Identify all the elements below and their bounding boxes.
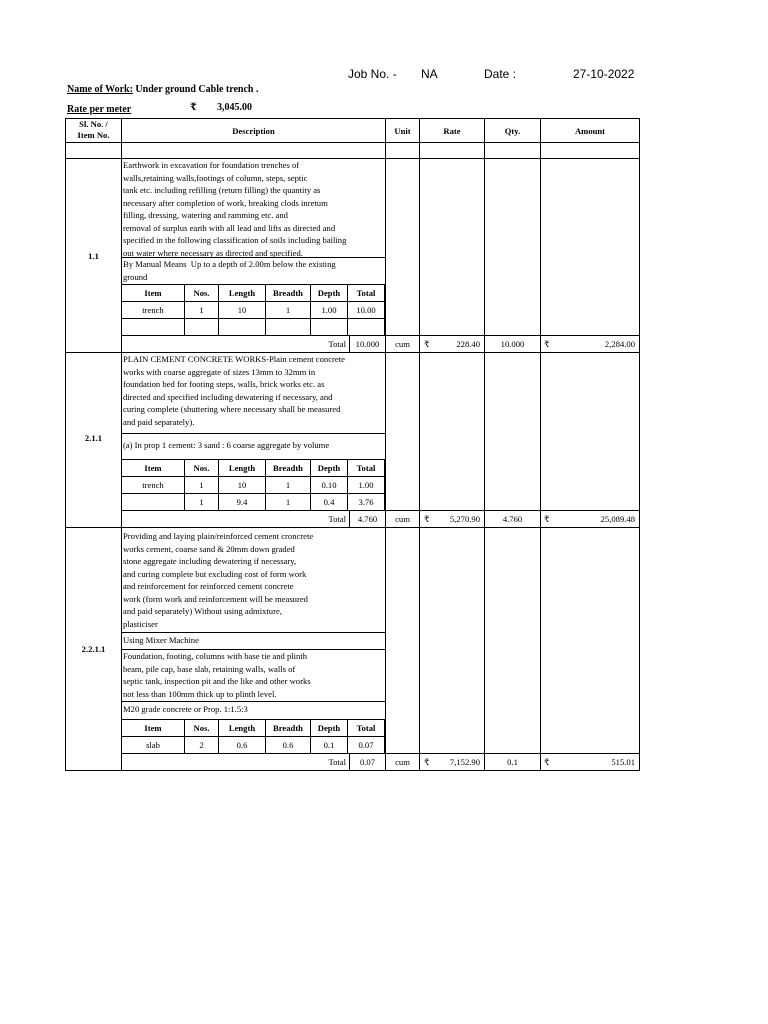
total-value: 4.760 xyxy=(357,514,378,524)
rate-value: 228.40 xyxy=(456,339,480,349)
name-of-work-label: Name of Work: xyxy=(67,84,133,95)
row-item: trench xyxy=(122,302,185,319)
row-depth: 0.4 xyxy=(311,494,348,511)
sub-col-total: Total xyxy=(348,460,385,477)
item-number: 2.2.1.1 xyxy=(81,644,106,654)
row-total xyxy=(348,319,385,336)
row-length: 9.4 xyxy=(219,494,266,511)
sub-col-total: Total xyxy=(348,720,385,737)
row-nos xyxy=(185,319,219,336)
measurement-row xyxy=(122,319,385,336)
rupee-icon: ₹ xyxy=(424,339,430,349)
col-unit: Unit xyxy=(394,126,411,136)
amount-value: 515.01 xyxy=(611,757,635,767)
rate-per-meter-label: Rate per meter xyxy=(67,104,132,115)
item-description: Providing and laying plain/reinforced cement croncrete works cement, coarse sand & 20mm down graded stone aggregate including dewatering if necessary, and curing complete but excluding cost of form work and reinforcement for reinforced cement concrete work (form work and reinforcement will be measured and paid separately) Without using admixture, plasticiser xyxy=(123,531,314,629)
measurement-table xyxy=(121,459,385,511)
measurement-row xyxy=(122,737,385,754)
measurement-row xyxy=(122,302,385,319)
row-item xyxy=(122,494,185,511)
sub-col-depth: Depth xyxy=(311,720,348,737)
total-label: Total xyxy=(328,514,346,524)
sub-col-length: Length xyxy=(219,720,266,737)
sub-col-length: Length xyxy=(219,285,266,302)
date-value: 27-10-2022 xyxy=(573,67,635,81)
col-qty: Qty. xyxy=(504,126,521,136)
item-description: PLAIN CEMENT CONCRETE WORKS-Plain cement concrete works with coarse aggregate of sizes 13mm to 32mm in foundation bed for footing steps, walls, brick works etc. as directed and specified including dewatering if necessary, and curing complete (shuttering where necessary shall be measured and paid separately). xyxy=(123,354,345,427)
row-breadth: 0.6 xyxy=(266,737,311,754)
rupee-icon: ₹ xyxy=(424,757,430,767)
item-number: 2.1.1 xyxy=(84,433,103,443)
job-no-value: NA xyxy=(421,67,438,81)
col-description: Description xyxy=(232,126,275,136)
row-nos: 1 xyxy=(185,302,219,319)
row-total: 3.76 xyxy=(348,494,385,511)
name-of-work-value: Under ground Cable trench . xyxy=(135,84,259,95)
measurement-header-row xyxy=(122,460,385,477)
sub-col-breadth: Breadth xyxy=(266,285,311,302)
row-length: 10 xyxy=(219,477,266,494)
rate-symbol: ₹ xyxy=(190,102,197,113)
measurement-header-row xyxy=(122,285,385,302)
total-label: Total xyxy=(328,757,346,767)
date-label: Date : xyxy=(484,67,517,81)
sub-col-nos: Nos. xyxy=(185,720,219,737)
row-breadth: 1 xyxy=(266,302,311,319)
row-length xyxy=(219,319,266,336)
item-number: 1.1 xyxy=(88,251,99,261)
item-sub-description: By Manual Means Up to a depth of 2.00m below the existing ground xyxy=(123,259,336,282)
col-amount: Amount xyxy=(574,126,606,136)
sub-col-depth: Depth xyxy=(311,285,348,302)
row-total: 0.07 xyxy=(348,737,385,754)
rupee-icon: ₹ xyxy=(424,514,430,524)
row-length: 10 xyxy=(219,302,266,319)
item-description: Earthwork in excavation for foundation trenches of walls,retaining walls,footings of column, steps, septic tank etc. including refilling (return filling) the quantity as necessary after completion of work, breaking clods inretum filling, dressing, watering and ramming etc. and removal of surplus earth with all lead and lifts as directed and specified in the following classification of soils including bailing out water where necessary as directed and specified. xyxy=(123,160,347,258)
measurement-header-row xyxy=(122,720,385,737)
item-sub-description: (a) In prop 1 cement: 3 sand : 6 coarse aggregate by volume xyxy=(123,440,330,450)
sub-col-length: Length xyxy=(219,460,266,477)
rupee-icon: ₹ xyxy=(544,757,550,767)
row-breadth: 1 xyxy=(266,477,311,494)
amount-value: 2,284.00 xyxy=(604,339,635,349)
row-depth: 0.1 xyxy=(311,737,348,754)
rate-per-meter-value: 3,045.00 xyxy=(217,102,252,113)
total-label: Total xyxy=(328,339,346,349)
col-rate: Rate xyxy=(443,126,461,136)
row-nos: 1 xyxy=(185,477,219,494)
item-sub-description: M20 grade concrete or Prop. 1:1.5:3 xyxy=(123,704,248,714)
measurement-table xyxy=(121,284,385,336)
total-value: 0.07 xyxy=(359,757,376,767)
item-sub-description: Foundation, footing, columns with base tie and plinth beam, pile cap, base slab, retaining walls, walls of septic tank, inspection pit and the like and other works not less than 100mm thick up to plinth level. xyxy=(123,651,311,699)
unit-value: cum xyxy=(395,339,410,349)
row-nos: 1 xyxy=(185,494,219,511)
row-item: trench xyxy=(122,477,185,494)
row-breadth xyxy=(266,319,311,336)
col-sl-no: Sl. No. / Item No. xyxy=(77,119,110,140)
row-length: 0.6 xyxy=(219,737,266,754)
rupee-icon: ₹ xyxy=(544,514,550,524)
sub-col-total: Total xyxy=(348,285,385,302)
row-total: 1.00 xyxy=(348,477,385,494)
row-depth xyxy=(311,319,348,336)
qty-value: 0.1 xyxy=(507,757,518,767)
unit-value: cum xyxy=(395,757,410,767)
item-sub-description: Using Mixer Machine xyxy=(123,635,199,645)
job-no-label: Job No. - xyxy=(348,67,397,81)
qty-value: 4.760 xyxy=(502,514,523,524)
rate-value: 5,270.90 xyxy=(449,514,480,524)
total-value: 10.000 xyxy=(355,339,380,349)
row-breadth: 1 xyxy=(266,494,311,511)
row-depth: 0.10 xyxy=(311,477,348,494)
row-depth: 1.00 xyxy=(311,302,348,319)
rate-value: 7,152.90 xyxy=(449,757,480,767)
rupee-icon: ₹ xyxy=(544,339,550,349)
row-total: 10.00 xyxy=(348,302,385,319)
sub-col-depth: Depth xyxy=(311,460,348,477)
row-nos: 2 xyxy=(185,737,219,754)
sub-col-breadth: Breadth xyxy=(266,460,311,477)
row-item: slab xyxy=(122,737,185,754)
sub-col-nos: Nos. xyxy=(185,460,219,477)
sub-col-breadth: Breadth xyxy=(266,720,311,737)
sub-col-item: Item xyxy=(122,285,185,302)
measurement-table xyxy=(121,719,385,754)
sub-col-item: Item xyxy=(122,460,185,477)
measurement-row xyxy=(122,494,385,511)
measurement-row xyxy=(122,477,385,494)
sub-col-nos: Nos. xyxy=(185,285,219,302)
row-item xyxy=(122,319,185,336)
sub-col-item: Item xyxy=(122,720,185,737)
qty-value: 10.000 xyxy=(500,339,525,349)
amount-value: 25,089.48 xyxy=(600,514,635,524)
unit-value: cum xyxy=(395,514,410,524)
